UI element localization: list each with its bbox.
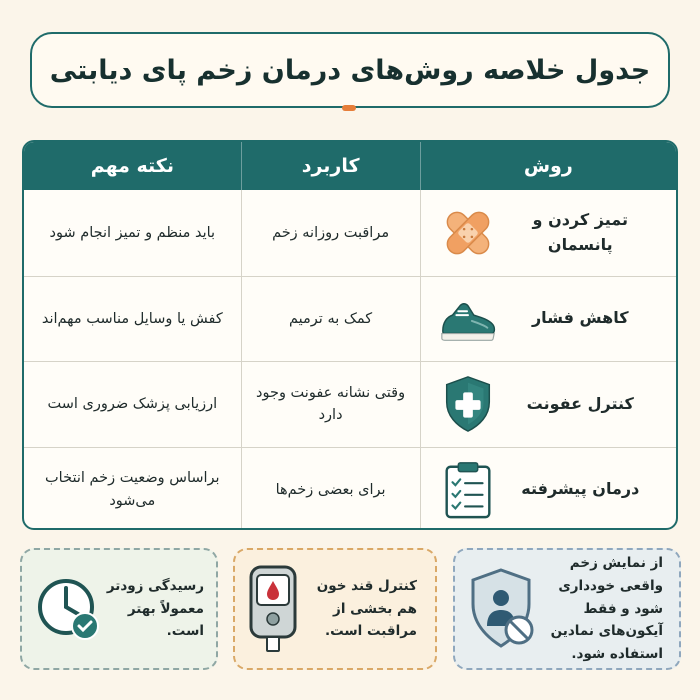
method-label: کنترل عفونت <box>526 393 634 413</box>
note-cell: باید منظم و تمیز انجام شود <box>49 224 216 241</box>
shoe-icon <box>437 288 499 350</box>
title-box <box>30 32 670 108</box>
table-row <box>24 361 676 447</box>
info-text: کنترل قند خون هم بخشی از مراقبت است. <box>316 577 417 640</box>
clock-check-icon <box>34 574 104 644</box>
table-row <box>24 276 676 362</box>
method-cell <box>420 277 676 362</box>
note-cell: ارزیابی پزشک ضروری است <box>47 396 218 413</box>
usage-cell: مراقبت روزانه زخم <box>241 190 420 276</box>
header-usage: کاربرد <box>241 142 420 190</box>
usage-cell: برای بعضی زخم‌ها <box>241 448 420 531</box>
page-title: جدول خلاصه روش‌های درمان زخم پای دیابتی <box>49 54 651 86</box>
method-label: کاهش فشار <box>531 308 629 328</box>
shield-cross-icon <box>437 373 499 435</box>
bandage-icon <box>437 202 499 264</box>
method-cell <box>420 362 676 447</box>
title-divider-dot <box>342 105 356 111</box>
method-cell <box>420 448 676 531</box>
table-header <box>24 142 676 190</box>
header-note: نکته مهم <box>90 155 174 177</box>
table-body <box>24 190 676 530</box>
method-label: درمان پیشرفته <box>521 479 640 499</box>
clipboard-checklist-icon <box>437 459 499 521</box>
info-text: رسیدگی زودتر معمولاً بهتر است. <box>106 577 204 640</box>
method-cell <box>420 190 676 276</box>
table-row <box>24 447 676 531</box>
method-label: تمیز کردن و پانسمان <box>532 209 628 254</box>
header-method: روش <box>420 142 676 190</box>
info-box-blood-sugar <box>233 548 437 670</box>
info-box-symbolic-icons <box>453 548 681 670</box>
info-box-early-care <box>20 548 218 670</box>
glucose-meter-icon <box>247 563 299 655</box>
table-row <box>24 190 676 276</box>
usage-cell: وقتی نشانه عفونت وجود دارد <box>241 362 420 447</box>
note-cell: کفش یا وسایل مناسب مهم‌اند <box>41 310 223 327</box>
person-shield-no-icon <box>467 566 541 652</box>
usage-cell: کمک به ترمیم <box>241 277 420 362</box>
info-text: از نمایش زخم واقعی خودداری شود و فقط آیکون‌های نمادین استفاده شود. <box>550 554 663 663</box>
note-cell: براساس وضعیت زخم انتخاب می‌شود <box>45 470 220 509</box>
summary-table <box>22 140 678 530</box>
